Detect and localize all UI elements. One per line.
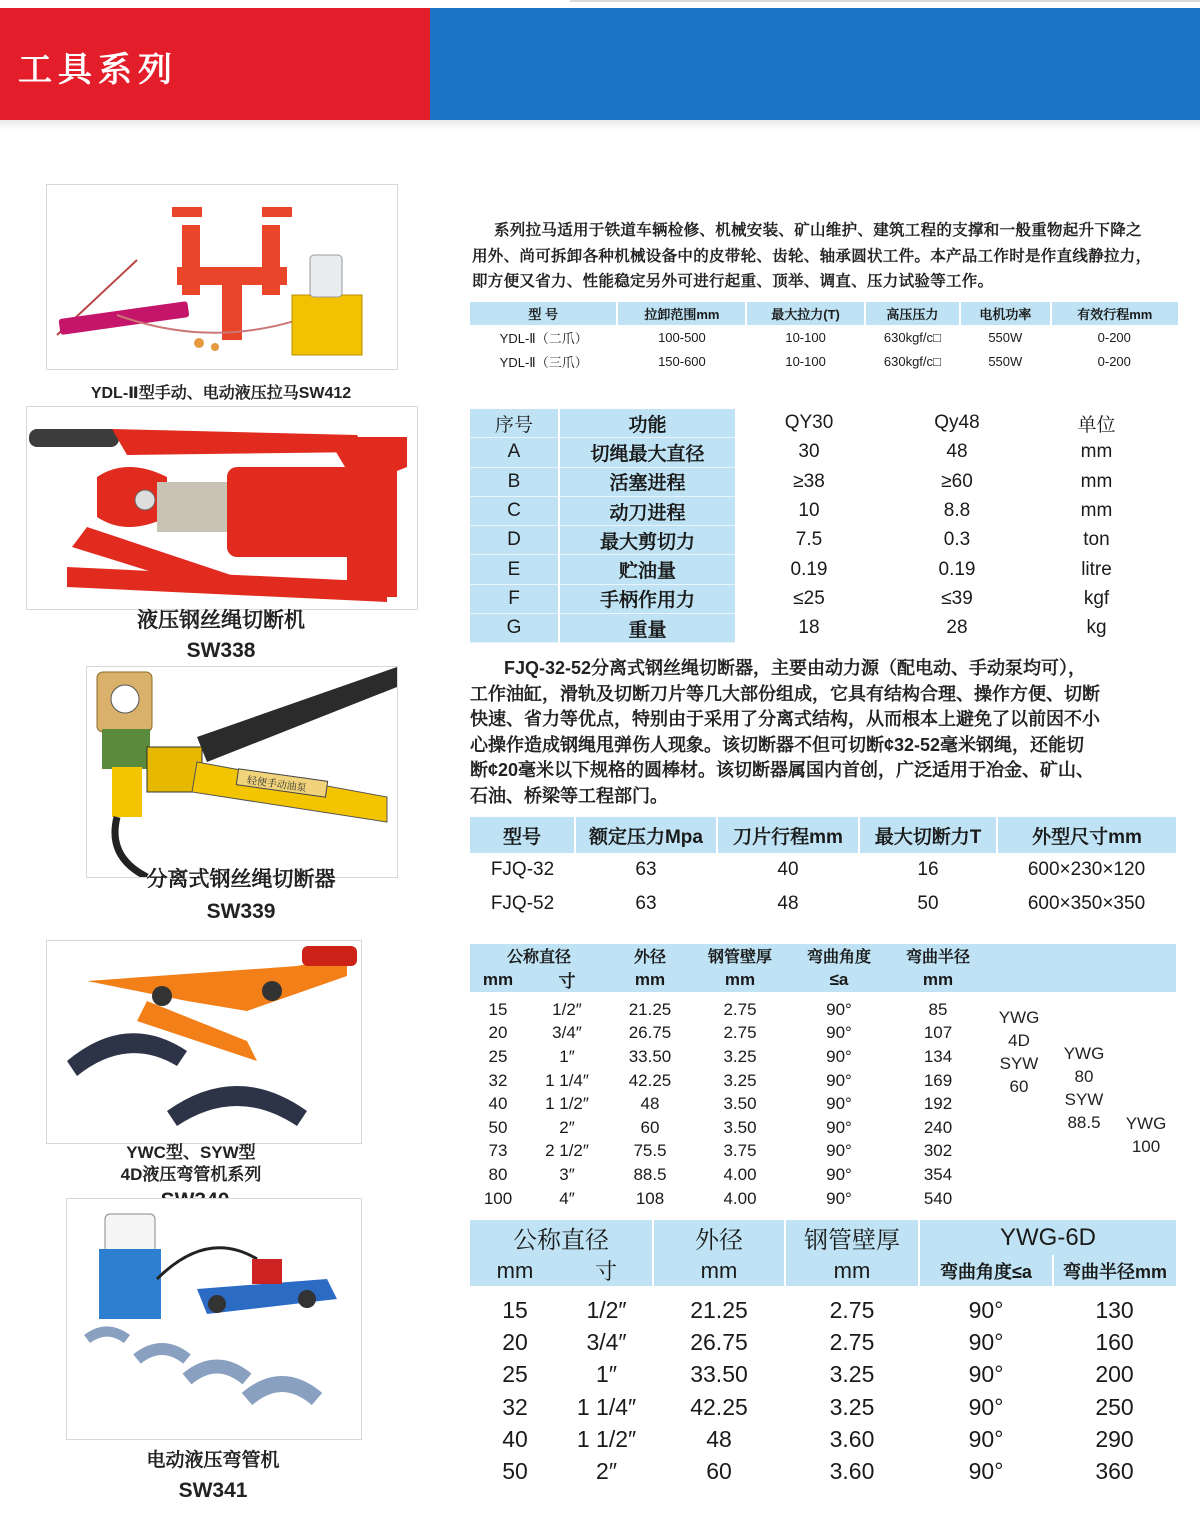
cell: 130 — [1095, 1296, 1134, 1323]
puller-photo — [46, 184, 398, 370]
col-header: ≤a — [788, 967, 890, 995]
table-row — [470, 1423, 1176, 1455]
cell: 15 — [502, 1296, 528, 1323]
table-header-row — [470, 409, 1162, 438]
puller-desc-line: 即方便又省力、性能稳定另外可进行起重、顶举、调直、压力试验等工作。 — [472, 273, 994, 290]
cell: 134 — [923, 1046, 953, 1066]
col-header: 额定压力Mpa — [575, 817, 717, 853]
cell: 48 — [640, 1094, 660, 1114]
col-header: 型号 — [470, 817, 575, 853]
cell: 0-200 — [1097, 353, 1131, 369]
cell: 21.25 — [628, 999, 672, 1019]
cell: 1/2″ — [552, 999, 582, 1019]
table-header-row — [470, 944, 986, 967]
col-header: 弯曲角度≤a — [919, 1255, 1053, 1290]
cell: ≤39 — [941, 587, 973, 609]
split-desc-line: 快速、省力等优点，特别由于采用了分离式结构，从而根本上避免了以前因不小 — [470, 709, 1100, 729]
split-cutter-code: SW339 — [206, 900, 276, 923]
cell: YDL-Ⅱ（三爪） — [499, 354, 588, 370]
cell: 169 — [923, 1070, 953, 1090]
cell: 3.60 — [829, 1425, 875, 1452]
cell: 1″ — [559, 1046, 575, 1066]
cell: ≥38 — [793, 470, 825, 492]
cell: F — [470, 584, 559, 613]
split-cutter-name: 分离式钢丝绳切断器 — [146, 868, 336, 891]
cell: mm — [1080, 441, 1113, 463]
cell: 50 — [502, 1458, 528, 1485]
cell: 10-100 — [785, 353, 826, 369]
col-header: 最大切断力T — [859, 817, 997, 853]
table-row — [470, 1187, 986, 1211]
cell: 21.25 — [690, 1296, 748, 1323]
cell: 302 — [923, 1141, 953, 1161]
cell: 3.25 — [723, 1070, 757, 1090]
cell: 90° — [968, 1425, 1004, 1452]
table-row — [470, 1359, 1176, 1391]
split-cutter-spec-table — [470, 817, 1176, 921]
cell: 33.50 — [690, 1361, 748, 1388]
cell: 2.75 — [829, 1296, 875, 1323]
cell: YDL-Ⅱ（二爪） — [499, 330, 588, 346]
cell: 18 — [798, 617, 820, 639]
cell: 90° — [968, 1328, 1004, 1355]
cell: 0.3 — [943, 529, 971, 551]
cell: 3.25 — [723, 1046, 757, 1066]
cell: 42.25 — [690, 1393, 748, 1420]
cell: 75.5 — [633, 1141, 667, 1161]
note-line: YWG — [1125, 1114, 1167, 1133]
electric-pipe-bender-name: 电动液压弯管机 — [146, 1450, 280, 1471]
cell: 2″ — [559, 1117, 575, 1137]
table-row — [470, 555, 1162, 584]
table-row — [470, 526, 1162, 555]
cell: 1 1/4″ — [576, 1393, 637, 1420]
cell: 手柄作用力 — [559, 584, 735, 613]
wire-rope-cutter-caption — [26, 606, 416, 666]
cell: 50 — [917, 893, 939, 914]
cell: 73 — [488, 1141, 508, 1161]
cell: 90° — [968, 1361, 1004, 1388]
cell: 600×230×120 — [1027, 859, 1146, 880]
table-row — [470, 1022, 986, 1046]
col-header: 最大拉力(T) — [746, 302, 864, 325]
note-line: YWG — [1063, 1044, 1105, 1063]
col-header: 钢管壁厚 — [692, 944, 788, 967]
cell: 30 — [798, 441, 820, 463]
col-header: QY30 — [784, 412, 834, 434]
note-line: SYW — [1064, 1090, 1104, 1109]
cell: 90° — [826, 1164, 852, 1184]
cell: 动刀进程 — [559, 496, 735, 525]
col-header: 高压压力 — [865, 302, 960, 325]
cell: 90° — [826, 1117, 852, 1137]
cell: 48 — [777, 893, 799, 914]
electric-pipe-bender-caption — [66, 1446, 360, 1506]
col-header: mm — [608, 967, 692, 995]
col-header: Qy48 — [934, 412, 980, 434]
cell: 50 — [488, 1117, 508, 1137]
cell: 600×350×350 — [1027, 893, 1146, 914]
cell: 90° — [826, 1070, 852, 1090]
model-note-ywg100 — [1120, 1112, 1172, 1158]
cell: 20 — [502, 1328, 528, 1355]
col-header: 弯曲半径mm — [1053, 1255, 1176, 1290]
col-header: 电机功率 — [960, 302, 1050, 325]
col-header: 有效行程mm — [1051, 302, 1178, 325]
cell: 630kgf/c□ — [883, 329, 941, 345]
note-line: 4D — [1008, 1031, 1030, 1050]
cell: 3.75 — [723, 1141, 757, 1161]
cell: 2″ — [596, 1458, 617, 1485]
electric-pipe-bender-photo — [66, 1198, 362, 1440]
table-row — [470, 853, 1176, 887]
cell: FJQ-52 — [490, 893, 555, 914]
cell: 107 — [923, 1023, 953, 1043]
cell: 90° — [826, 999, 852, 1019]
cell: 15 — [488, 999, 508, 1019]
cell: 360 — [1095, 1458, 1134, 1485]
top-rule — [570, 0, 1200, 2]
cell: 重量 — [559, 614, 735, 643]
note-line: SYW — [999, 1054, 1039, 1073]
cell: 150-600 — [658, 353, 706, 369]
cell: 1/2″ — [586, 1296, 627, 1323]
cell: 3.50 — [723, 1094, 757, 1114]
cutter-spec-table — [470, 409, 1162, 643]
cell: 活塞进程 — [559, 467, 735, 496]
table-row — [470, 1163, 986, 1187]
table-row — [470, 1045, 986, 1069]
pipe-bender-photo — [46, 940, 362, 1144]
col-header: mm — [470, 1255, 560, 1290]
split-desc-line: FJQ-32-52分离式钢丝绳切断器，主要由动力源（配电动、手动泵均可）， — [504, 658, 1087, 678]
table-row — [470, 1140, 986, 1164]
cell: 550W — [988, 329, 1023, 345]
cell: 290 — [1095, 1425, 1134, 1452]
cell: 2 1/2″ — [545, 1141, 589, 1161]
cell: E — [470, 555, 559, 584]
cell: 贮油量 — [559, 555, 735, 584]
cell: 26.75 — [690, 1328, 748, 1355]
cell: 33.50 — [628, 1046, 672, 1066]
table-row — [470, 584, 1162, 613]
table-row — [470, 467, 1162, 496]
cell: 63 — [635, 893, 657, 914]
model-note-ywg80 — [1058, 1042, 1110, 1134]
wire-rope-cutter-photo — [26, 406, 418, 610]
page-title: 工具系列 — [18, 50, 178, 90]
cell: 90° — [826, 1023, 852, 1043]
cell: 10-100 — [785, 329, 826, 345]
cell: 0.19 — [938, 558, 976, 580]
cell: 3/4″ — [552, 1023, 582, 1043]
table-header-row — [470, 817, 1176, 853]
cell: litre — [1081, 558, 1112, 580]
cell: 最大剪切力 — [559, 526, 735, 555]
cell: FJQ-32 — [490, 859, 555, 880]
cell: ton — [1083, 529, 1110, 551]
col-header: 钢管壁厚 — [785, 1220, 919, 1255]
cell: 2.75 — [723, 1023, 757, 1043]
cell: 354 — [923, 1164, 953, 1184]
cell: kgf — [1083, 587, 1110, 609]
cell: 20 — [488, 1023, 508, 1043]
cell: 3.25 — [829, 1393, 875, 1420]
table-header-row — [470, 967, 986, 995]
table-header-row — [470, 1220, 1176, 1255]
col-header: mm — [470, 967, 526, 995]
note-line: 100 — [1131, 1137, 1161, 1156]
cell: mm — [1080, 470, 1113, 492]
table-row — [470, 325, 1178, 349]
cell: 80 — [488, 1164, 508, 1184]
col-header: 弯曲半径 — [890, 944, 986, 967]
cell: 7.5 — [795, 529, 823, 551]
col-header: 寸 — [526, 967, 608, 995]
header-shadow — [0, 120, 1200, 130]
cell: 40 — [502, 1425, 528, 1452]
note-line: 60 — [1009, 1077, 1029, 1096]
split-cutter-caption — [86, 864, 396, 928]
puller-spec-table — [470, 302, 1178, 373]
col-header: 外型尺寸mm — [997, 817, 1176, 853]
col-header: mm — [785, 1255, 919, 1290]
cell: 16 — [917, 859, 939, 880]
cell: 63 — [635, 859, 657, 880]
cell: 1″ — [596, 1361, 617, 1388]
cell: 1 1/4″ — [545, 1070, 589, 1090]
cell: 4″ — [559, 1188, 575, 1208]
model-note-ywg4d — [994, 1006, 1044, 1098]
split-desc-line: 心操作造成钢绳甩弹伤人现象。该切断器不但可切断¢32-52毫米钢绳，还能切 — [470, 734, 1085, 755]
cell: 42.25 — [628, 1070, 672, 1090]
cell: kg — [1086, 617, 1107, 639]
puller-desc-line: 用外、尚可拆卸各种机械设备中的皮带轮、齿轮、轴承圆状工件。本产品工作时是作直线静拉力， — [472, 247, 1152, 265]
cell: 3.50 — [723, 1117, 757, 1137]
cell: 26.75 — [628, 1023, 672, 1043]
cell: 100-500 — [658, 329, 706, 345]
wire-rope-cutter-name: 液压钢丝绳切断机 — [137, 609, 305, 632]
pipe-bender-name-1: YWC型、SYW型 — [126, 1143, 256, 1162]
cell: ≤25 — [793, 587, 825, 609]
table-row — [470, 496, 1162, 525]
cell: 540 — [923, 1188, 953, 1208]
cell: 192 — [923, 1094, 953, 1114]
cell: 2.75 — [829, 1328, 875, 1355]
table-header-row — [470, 1255, 1176, 1290]
cell: 85 — [928, 999, 948, 1019]
col-header: YWG-6D — [919, 1220, 1176, 1255]
split-desc-line: 断¢20毫米以下规格的圆棒材。该切断器属国内首创，广泛适用于冶金、矿山、 — [470, 760, 1095, 780]
table-row — [470, 1069, 986, 1093]
cell: 3.25 — [829, 1361, 875, 1388]
table-row — [470, 1290, 1176, 1326]
cell: 630kgf/c□ — [883, 353, 941, 369]
cell: A — [470, 438, 559, 467]
cell: mm — [1080, 500, 1113, 522]
split-desc-line: 工作油缸，滑轨及切断刀片等几大部份组成，它具有结构合理、操作方便、切断 — [470, 683, 1100, 704]
cell: 32 — [502, 1393, 528, 1420]
cell: 2.75 — [723, 999, 757, 1019]
cell: 90° — [968, 1393, 1004, 1420]
cell: 90° — [826, 1188, 852, 1208]
cell: 90° — [826, 1094, 852, 1114]
cell: 切绳最大直径 — [559, 438, 735, 467]
col-header: 单位 — [1077, 414, 1116, 436]
note-line: 80 — [1074, 1067, 1094, 1086]
col-header: mm — [692, 967, 788, 995]
cell: 25 — [502, 1361, 528, 1388]
cell: 32 — [488, 1070, 508, 1090]
cell: 550W — [988, 353, 1023, 369]
col-header: 公称直径 — [470, 1220, 653, 1255]
cell: 48 — [946, 441, 968, 463]
cell: 25 — [488, 1046, 508, 1066]
cell: 88.5 — [633, 1164, 667, 1184]
col-header: 功能 — [559, 409, 735, 438]
bender-spec-table — [470, 944, 986, 1210]
table-row — [470, 887, 1176, 921]
cell: 100 — [483, 1188, 513, 1208]
pump-label: 轻便手动油泵 — [246, 775, 308, 795]
cell: 40 — [488, 1094, 508, 1114]
cell: 250 — [1095, 1393, 1134, 1420]
cell: 60 — [706, 1458, 732, 1485]
table-row — [470, 349, 1178, 373]
col-header: 外径 — [653, 1220, 785, 1255]
cell: 90° — [826, 1046, 852, 1066]
cell: 200 — [1095, 1361, 1134, 1388]
note-line: 88.5 — [1067, 1113, 1101, 1132]
col-header: 公称直径 — [470, 944, 608, 967]
cell: D — [470, 526, 559, 555]
electric-pipe-bender-code: SW341 — [178, 1479, 248, 1502]
split-cutter-photo — [86, 666, 398, 878]
cell: 90° — [826, 1141, 852, 1161]
header-blue-band — [430, 8, 1200, 120]
table-row — [470, 1116, 986, 1140]
table-row — [470, 438, 1162, 467]
cell: 4.00 — [723, 1164, 757, 1184]
col-header: 刀片行程mm — [717, 817, 859, 853]
cell: 160 — [1095, 1328, 1134, 1355]
cell: 0.19 — [790, 558, 828, 580]
table-row — [470, 1455, 1176, 1487]
table-row — [470, 1092, 986, 1116]
puller-desc-line: 系列拉马适用于铁道车辆检修、机械安装、矿山维护、建筑工程的支撑和一般重物起升下降之 — [494, 222, 1142, 239]
cell: 10 — [798, 500, 820, 522]
electric-bender-spec-table — [470, 1220, 1176, 1488]
cell: G — [470, 614, 559, 643]
cell: ≥60 — [941, 470, 973, 492]
cell: 1 1/2″ — [576, 1425, 637, 1452]
note-line: YWG — [998, 1008, 1040, 1027]
cell: 3″ — [559, 1164, 575, 1184]
col-header: 寸 — [560, 1255, 653, 1290]
wire-rope-cutter-code: SW338 — [186, 639, 256, 662]
col-header: 序号 — [470, 409, 559, 438]
split-desc-line: 石油、桥梁等工程部门。 — [470, 785, 668, 806]
cell: 108 — [635, 1188, 665, 1208]
cell: 40 — [777, 859, 799, 880]
cell: 1 1/2″ — [545, 1094, 589, 1114]
cell: 0-200 — [1097, 329, 1131, 345]
pipe-bender-name-2: 4D液压弯管机系列 — [120, 1165, 262, 1184]
puller-caption: YDL-Ⅱ型手动、电动液压拉马SW412 — [90, 385, 352, 402]
cell: 60 — [640, 1117, 660, 1137]
cell: 240 — [923, 1117, 953, 1137]
col-header: mm — [653, 1255, 785, 1290]
col-header: 弯曲角度 — [788, 944, 890, 967]
cell: 90° — [968, 1458, 1004, 1485]
table-header-row — [470, 302, 1178, 325]
split-cutter-description — [470, 656, 1190, 809]
cell: 28 — [946, 617, 968, 639]
cell: C — [470, 496, 559, 525]
table-row — [470, 995, 986, 1022]
col-header: 外径 — [608, 944, 692, 967]
cell: 3/4″ — [586, 1328, 627, 1355]
table-row — [470, 614, 1162, 643]
col-header: mm — [890, 967, 986, 995]
cell: 8.8 — [943, 500, 971, 522]
table-row — [470, 1391, 1176, 1423]
puller-description — [472, 218, 1192, 295]
table-row — [470, 1326, 1176, 1358]
cell: 4.00 — [723, 1188, 757, 1208]
col-header: 型 号 — [470, 302, 617, 325]
cell: B — [470, 467, 559, 496]
cell: 48 — [706, 1425, 732, 1452]
cell: 3.60 — [829, 1458, 875, 1485]
cell: 90° — [968, 1296, 1004, 1323]
col-header: 拉卸范围mm — [617, 302, 746, 325]
